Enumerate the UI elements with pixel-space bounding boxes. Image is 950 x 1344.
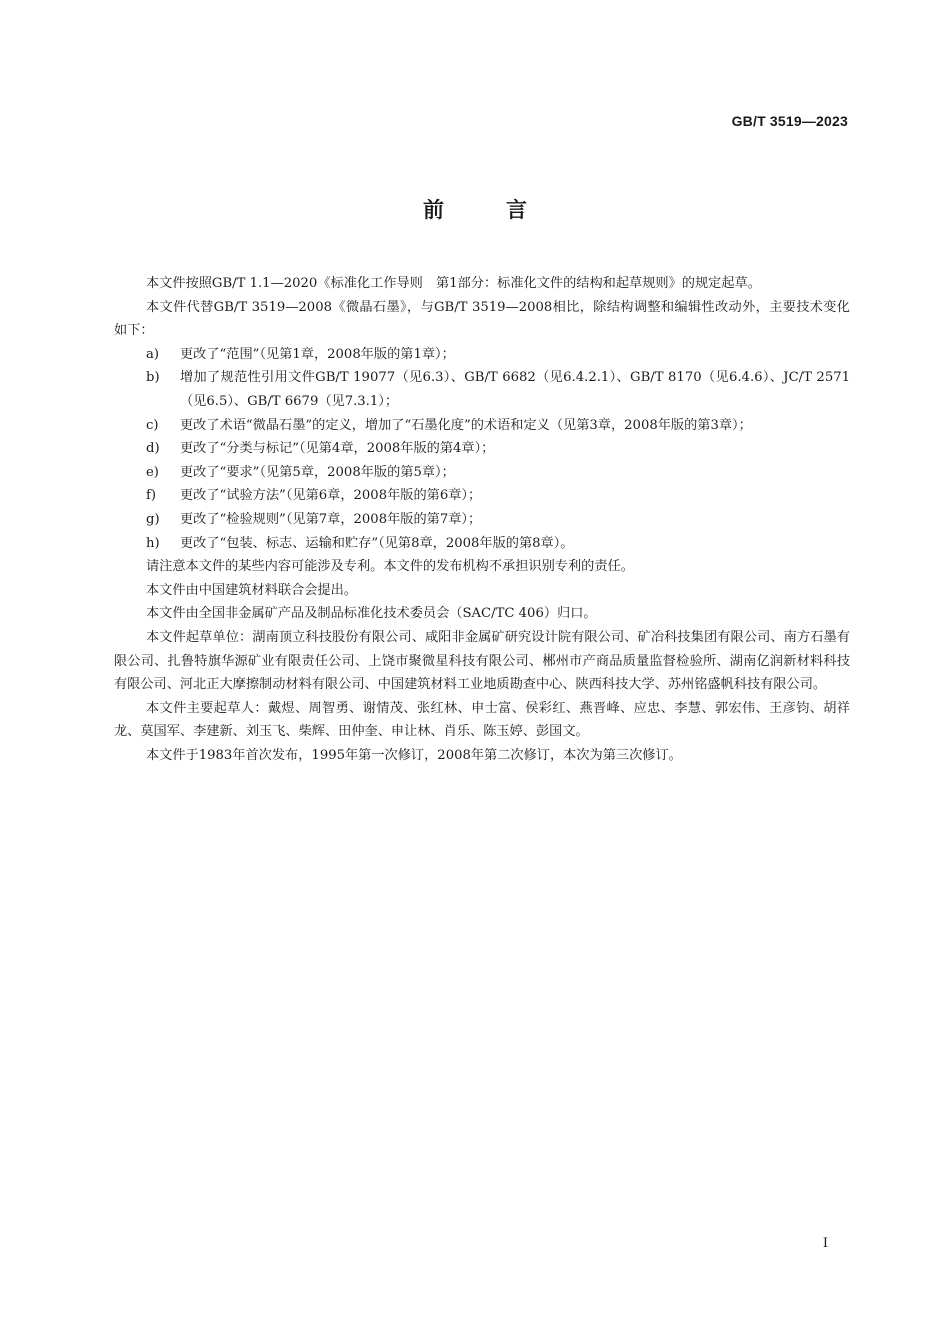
list-text: 增加了规范性引用文件GB/T 19077（见6.3）、GB/T 6682（见6.4.2.1）、GB/T 8170（见6.4.6）、JC/T 2571（见6.5）、GB/T 6679（见7.3.1）；	[180, 370, 850, 409]
list-label: h)	[146, 535, 160, 551]
list-text: 更改了术语“微晶石墨”的定义，增加了“石墨化度”的术语和定义（见第3章，2008年版的第3章）；	[180, 417, 752, 433]
list-label: c)	[146, 417, 159, 433]
list-label: e)	[146, 464, 159, 480]
change-item-f	[114, 484, 850, 508]
list-label: a)	[146, 346, 160, 362]
change-item-a	[114, 343, 850, 367]
change-item-h	[114, 532, 850, 556]
foreword-content	[114, 272, 850, 767]
list-label: g)	[146, 511, 160, 527]
change-item-d	[114, 437, 850, 461]
list-text: 更改了“包装、标志、运输和贮存”（见第8章，2008年版的第8章）。	[180, 535, 574, 551]
page-number: I	[822, 1236, 828, 1251]
list-text: 更改了“范围”（见第1章，2008年版的第1章）；	[180, 346, 455, 362]
list-text: 更改了“检验规则”（见第7章，2008年版的第7章）；	[180, 511, 482, 527]
list-label: f)	[146, 488, 157, 504]
change-item-b	[114, 366, 850, 413]
list-text: 更改了“分类与标记”（见第4章，2008年版的第4章）；	[180, 441, 495, 457]
list-text: 更改了“试验方法”（见第6章，2008年版的第6章）；	[180, 488, 482, 504]
standard-code: GB/T 3519—2023	[731, 113, 848, 129]
paragraph-patent-notice: 请注意本文件的某些内容可能涉及专利。本文件的发布机构不承担识别专利的责任。	[146, 559, 634, 575]
list-label: b)	[146, 370, 160, 386]
paragraph-replacement-note: 本文件代替GB/T 3519—2008《微晶石墨》，与GB/T 3519—2008相比，除结构调整和编辑性改动外，主要技术变化如下：	[114, 299, 850, 339]
paragraph-history: 本文件于1983年首次发布，1995年第一次修订，2008年第二次修订，本次为第三次修订。	[146, 747, 682, 763]
list-label: d)	[146, 441, 160, 457]
change-item-g	[114, 508, 850, 532]
paragraph-committee: 本文件由全国非金属矿产品及制品标准化技术委员会（SAC/TC 406）归口。	[146, 606, 597, 622]
list-text: 更改了“要求”（见第5章，2008年版的第5章）；	[180, 464, 455, 480]
page-title: 前言	[423, 198, 589, 222]
paragraph-drafting-units: 本文件起草单位：湖南顶立科技股份有限公司、咸阳非金属矿研究设计院有限公司、矿冶科技集团有限公司、南方石墨有限公司、扎鲁特旗华源矿业有限责任公司、上饶市聚微星科技有限公司、郴州市产商品质量监督检验所、湖南亿润新材料科技有限公司、河北正大摩擦制动材料有限公司、中国建筑材料工业地质勘查中心、陕西科技大学、苏州铭盛帆科技有限公司。	[114, 629, 850, 693]
paragraph-drafting-basis: 本文件按照GB/T 1.1—2020《标准化工作导则 第1部分：标准化文件的结构和起草规则》的规定起草。	[146, 276, 761, 291]
paragraph-drafters: 本文件主要起草人：戴煜、周智勇、谢情茂、张红林、申士富、侯彩红、燕晋峰、应忠、李慧、郭宏伟、王彦钧、胡祥龙、莫国军、李建新、刘玉飞、柴辉、田仲奎、申让林、肖乐、陈玉婷、彭国文。	[114, 700, 850, 740]
paragraph-proposer: 本文件由中国建筑材料联合会提出。	[146, 582, 357, 598]
change-item-c	[114, 414, 850, 438]
change-item-e	[114, 461, 850, 485]
